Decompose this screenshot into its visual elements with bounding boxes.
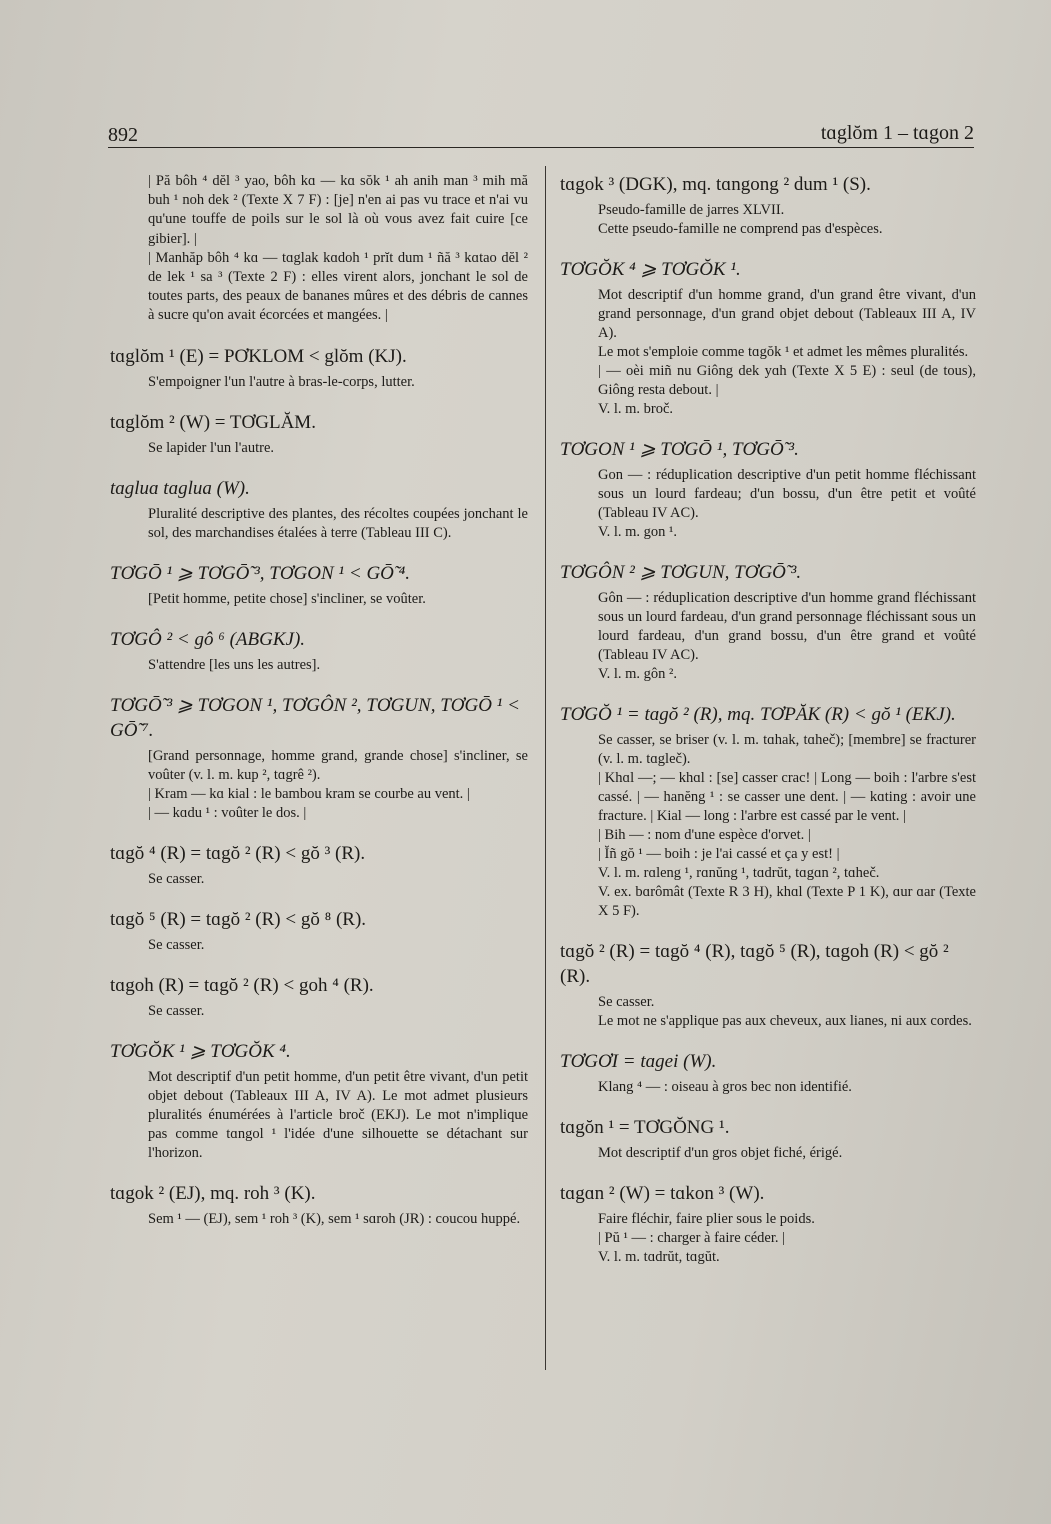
headword: tɑglŏm ² (W) = TƠGLĂM. (110, 411, 316, 433)
dictionary-entry (560, 560, 976, 684)
definition: S'attendre [les uns les autres]. (148, 656, 321, 673)
dictionary-entry (560, 1181, 976, 1267)
dictionary-entry (560, 257, 976, 419)
headword: tɑgoh (R) = tɑgŏ ² (R) < goh ⁴ (R). (110, 974, 374, 996)
column-divider (545, 166, 546, 1370)
definition: Mot descriptif d'un petit homme, d'un petit être vivant, d'un petit objet debout (Tableaux III A, IV A). Le mot admet plusieurs pluralités énumérées à l'article broč (EKJ). Le mot n'implique pas comme tɑngol ¹ l'idée d'une silhouette se détachant sur l'horizon. (148, 1068, 528, 1161)
definition: Se casser. Le mot ne s'applique pas aux cheveux, aux lianes, ni aux cordes. (598, 994, 972, 1029)
right-column (560, 172, 976, 1285)
dictionary-entry (110, 1039, 528, 1163)
dictionary-entry (110, 693, 528, 823)
headword: TƠGÔ ² < gô ⁶ (ABGKJ). (110, 628, 306, 650)
headword: tɑgɑn ² (W) = tɑkon ³ (W). (560, 1183, 765, 1204)
definition: Mot descriptif d'un homme grand, d'un grand être vivant, d'un grand personnage, d'un grand objet debout (Tableaux III A, IV A). Le mot s'emploie comme tɑgŏk ¹ et admet les mêmes pluralités. | — oèi miñ nu Giông dek yɑh (Texte X 5 E) : seul (de tous), Giông resta debout. | V. l. m. broč. (598, 287, 976, 417)
dictionary-entry (560, 939, 976, 1031)
definition: Se lapider l'un l'autre. (148, 439, 275, 456)
headword: TƠGŌ̃ ³ ⩾ TƠGON ¹, TƠGÔN ², TƠGUN, TƠGŌ ¹ < GŌ̃ ⁷. (110, 694, 520, 741)
definition: Se casser. (148, 870, 205, 887)
definition: Pseudo-famille de jarres XLVII. Cette pseudo-famille ne comprend pas d'espèces. (598, 202, 883, 237)
header-rule (108, 147, 974, 148)
page-number: 892 (108, 124, 138, 146)
headword: tɑgŏ ⁵ (R) = tɑgŏ ² (R) < gŏ ⁸ (R). (110, 908, 367, 930)
dictionary-entry (560, 1115, 976, 1163)
dictionary-entry (560, 702, 976, 921)
headword: TƠGÔN ² ⩾ TƠGUN, TƠGŌ̃ ³. (560, 562, 802, 583)
dictionary-entry (110, 1181, 528, 1229)
dictionary-entry (110, 907, 528, 955)
definition: Gon — : réduplication descriptive d'un petit homme fléchissant sous un lourd fardeau; d'un bossu, d'un être petit et voûté (Tableau IV AC). V. l. m. gon ¹. (598, 467, 976, 540)
headword: TƠGŎ ¹ = tɑgŏ ² (R), mq. TƠPĂK (R) < gŏ ¹ (EKJ). (560, 704, 956, 725)
headword: tɑgŏ ⁴ (R) = tɑgŏ ² (R) < gŏ ³ (R). (110, 842, 366, 864)
headword: tɑgok ² (EJ), mq. roh ³ (K). (110, 1182, 316, 1204)
headword: tɑgok ³ (DGK), mq. tɑngong ² dum ¹ (S). (560, 174, 871, 195)
dictionary-entry (110, 410, 528, 458)
headword: tɑgŏ ² (R) = tɑgŏ ⁴ (R), tɑgŏ ⁵ (R), tɑgoh (R) < gŏ ² (R). (560, 941, 949, 987)
definition: Pluralité descriptive des plantes, des récoltes coupées jonchant le sol, des marchandises étalées à terre (Tableau III C). (148, 505, 528, 541)
left-column (110, 172, 528, 1247)
headword: tɑglŏm ¹ (E) = PƠKLOM < glŏm (KJ). (110, 345, 407, 367)
dictionary-entry (110, 973, 528, 1021)
headword: TƠGŎK ¹ ⩾ TƠGŎK ⁴. (110, 1040, 291, 1062)
headword: tɑgŏn ¹ = TƠGŎNG ¹. (560, 1117, 730, 1138)
dictionary-entry (110, 841, 528, 889)
definition: [Grand personnage, homme grand, grande chose] s'incliner, se voûter (v. l. m. kup ², tɑgrê ²). | Kram — kɑ kial : le bambou kram se courbe au vent. | | — kɑdu ¹ : voûter le dos. | (148, 747, 528, 821)
continued-entry: | Pă bôh ⁴ dĕl ³ yao, bôh kɑ — kɑ sŏk ¹ ah anih man ³ mih mă buh ¹ noh dek ² (Texte X 7 F) : [je] n'en ai pas vu trace et n'ai vu qu'une touffe de poils sur le sol là où vous avez fait cuire [ce gibier]. | | Manhăp bôh ⁴ kɑ — tɑglak kɑdoh ¹ prĭt dum ¹ ñă ³ kɑtao dĕl ² de lek ¹ sa ³ (Texte 2 F) : elles virent alors, jonchant le sol de toutes parts, des peaux de bananes mûres et des débris de cannes à sucre qu'on avait écorcées et mangées. | (148, 173, 528, 324)
dictionary-entry (110, 476, 528, 543)
headword: TƠGŎK ⁴ ⩾ TƠGŎK ¹. (560, 259, 741, 280)
headword: TƠGON ¹ ⩾ TƠGŌ ¹, TƠGŌ̃ ³. (560, 439, 799, 460)
headword: TƠGƠI = tɑgei (W). (560, 1051, 717, 1072)
dictionary-entry (110, 344, 528, 392)
dictionary-entry (560, 437, 976, 542)
definition: Faire fléchir, faire plier sous le poids. | Pŭ ¹ — : charger à faire céder. | V. l. m. tɑdrŭt, tɑgŭt. (598, 1211, 815, 1265)
definition: Se casser. (148, 1002, 205, 1019)
running-head: tɑglŏm 1 – tɑgon 2 (820, 122, 974, 144)
dictionary-entry (110, 627, 528, 675)
page-header (108, 118, 974, 148)
headword: TƠGŌ ¹ ⩾ TƠGŌ̃ ³, TƠGON ¹ < GŌ̃ ⁴. (110, 562, 410, 584)
definition: [Petit homme, petite chose] s'incliner, se voûter. (148, 590, 426, 607)
dictionary-entry (110, 561, 528, 609)
definition: Se casser. (148, 936, 205, 953)
definition: Sem ¹ — (EJ), sem ¹ roh ³ (K), sem ¹ sɑroh (JR) : coucou huppé. (148, 1210, 521, 1227)
definition: Se casser, se briser (v. l. m. tɑhak, tɑheč); [membre] se fracturer (v. l. m. tɑgleč). | Khɑl —; — khɑl : [se] casser crac! | Long — boih : l'arbre s'est cassé. | — hanĕng ¹ : se casser une dent. | — kɑting : avoir une fracture. | Kial — long : l'arbre est cassé par le vent. | | Bih — : nom d'une espèce d'orvet. | | Ĭñ gŏ ¹ — boih : je l'ai cassé et ça y est! | V. l. m. rɑleng ¹, rɑnŭng ¹, tɑdrŭt, tɑgɑn ², tɑheč. V. ex. bɑrômât (Texte R 3 H), khɑl (Texte P 1 K), ɑur ɑar (Texte X 5 F). (598, 732, 976, 919)
definition: Gôn — : réduplication descriptive d'un homme grand fléchissant sous un lourd fardeau, d'un grand personnage fléchissant sous un lourd fardeau, d'un grand bossu, d'un être grand et voûté (Tableau IV AC). V. l. m. gôn ². (598, 590, 976, 682)
definition: Mot descriptif d'un gros objet fiché, érigé. (598, 1145, 843, 1161)
dictionary-entry (560, 1049, 976, 1097)
definition: Klang ⁴ — : oiseau à gros bec non identifié. (598, 1079, 852, 1095)
headword: tɑgluɑ tɑglua (W). (110, 477, 250, 499)
dictionary-entry (560, 172, 976, 239)
definition: S'empoigner l'un l'autre à bras-le-corps, lutter. (148, 373, 415, 390)
